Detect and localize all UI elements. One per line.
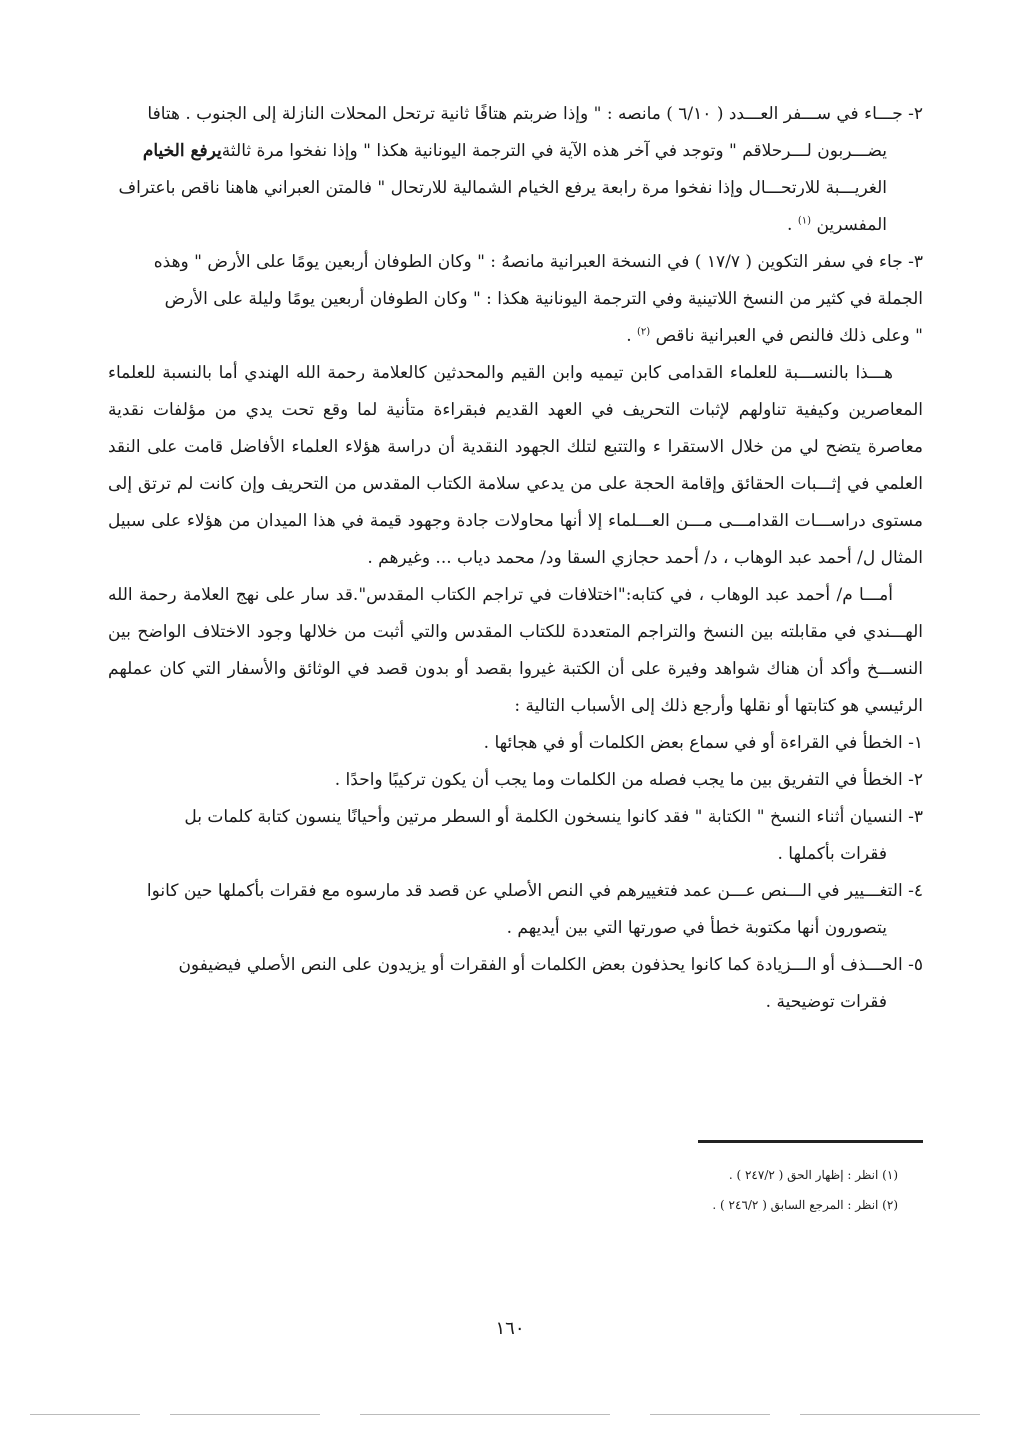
- cause-item: [108, 947, 923, 1021]
- scan-edge-line: [170, 1414, 320, 1415]
- paragraph-scholars: هـــذا بالنســـبة للعلماء القدامى كابن تيميه وابن القيم والمحدثين كالعلامة رحمة الله الهندي أما بالنسبة للعلماء المعاصرين وكيفية تناولهم لإثبات التحريف في العهد القديم فبقراءة متأنية لما وقع تحت يدي من مؤلفات نقدية معاصرة يتضح لي من خلال الاستقرا ء والتتبع لتلك الجهود النقدية أن دراسة هؤلاء العلماء الأفاضل قامت على النقد العلمي في إثـــبات الحقائق وإقامة الحجة على من يدعي سلامة الكتاب المقدس من التحريف وإن كانت لم ترتق إلى مستوى دراســـات القدامـــى مـــن العـــلماء إلا أنها محاولات جادة وجهود قيمة في هذا الميدان من هؤلاء على سبيل المثال ل/ أحمد عبد الوهاب ، د/ أحمد حجازي السقا ود/ محمد دياب ... وغيرهم .: [108, 363, 923, 568]
- item2-line-2: يضـــربون لـــرحلاقم " وتوجد في آخر هذه الآية في الترجمة اليونانية هكذا " وإذا نفخوا مرة ثالثة: [221, 141, 887, 161]
- item3-line-3: " وعلى ذلك فالنص في العبرانية ناقص: [655, 326, 923, 346]
- item3-line-2: الجملة في كثير من النسخ اللاتينية وفي الترجمة اليونانية هكذا : " وكان الطوفان أربعين يومًا وليلة على الأرض: [164, 289, 923, 309]
- scan-edge-line: [800, 1414, 980, 1415]
- cause-3-text: ٣- النسيان أثناء النسخ " الكتابة " فقد كانوا ينسخون الكلمة أو السطر مرتين وأحيانًا ينسون كتابة كلمات بل: [184, 807, 923, 827]
- cause-item: [108, 799, 923, 873]
- item2-bold-fragment: يرفع الخيام: [142, 141, 222, 161]
- cause-5-text: ٥- الحـــذف أو الـــزيادة كما كانوا يحذفون بعض الكلمات أو الفقرات أو يزيدون على النص الأصلي فيضيفون: [178, 955, 923, 975]
- footnote-ref-2: (٢): [637, 326, 651, 338]
- footnote-2: (٢) انظر : المرجع السابق ( ٢٤٦/٢ ) .: [712, 1198, 898, 1212]
- cause-2-text: ٢- الخطأ في التفريق بين ما يجب فصله من الكلمات وما يجب أن يكون تركيبًا واحدًا .: [334, 770, 923, 790]
- item2-line-1: ٢- جـــاء في ســـفر العـــدد ( ٦/١٠ ) مانصه : " وإذا ضربتم هتافًا ثانية ترتحل المحلات النازلة إلى الجنوب . هتافا: [147, 104, 923, 124]
- cause-item: [108, 762, 923, 799]
- cause-item: [108, 725, 923, 762]
- page-number: ١٦٠: [495, 1318, 525, 1339]
- item3-end: .: [626, 326, 632, 346]
- item2-end: .: [787, 215, 793, 235]
- item3-line-1: ٣- جاء في سفر التكوين ( ١٧/٧ ) في النسخة العبرانية مانصهُ : " وكان الطوفان أربعين يومًا على الأرض " وهذه: [153, 252, 923, 272]
- cause-1-text: ١- الخطأ في القراءة أو في سماع بعض الكلمات أو في هجائها .: [483, 733, 923, 753]
- cause-3-cont: فقرات بأكملها .: [777, 844, 887, 864]
- quote-item-3: [108, 244, 923, 355]
- cause-item: [108, 873, 923, 947]
- item2-line-3: الغريـــبة للارتحـــال وإذا نفخوا مرة رابعة يرفع الخيام الشمالية للارتحال " فالمتن العبراني هاهنا ناقص باعتراف: [118, 178, 887, 198]
- footnote-ref-1: (١): [797, 215, 812, 227]
- paragraph-ahmed-abdelwahab: أمـــا م/ أحمد عبد الوهاب ، في كتابه:"اختلافات في تراجم الكتاب المقدس".قد سار على نهج العلامة رحمة الله الهـــندي في مقابلته بين النسخ والتراجم المتعددة للكتاب المقدس والتي أثبت من خلالها وجود الاختلاف الواضح بين النســـخ وأكد أن هناك شواهد وفيرة على أن الكتبة غيروا بقصد أو بدون قصد في الوثائق والأسفار التي كان عملهم الرئيسي هو كتابتها أو نقلها وأرجع ذلك إلى الأسباب التالية :: [108, 585, 923, 716]
- page-body: [108, 96, 923, 1021]
- footnote-divider: [698, 1140, 923, 1143]
- cause-4-cont: يتصورون أنها مكتوبة خطأ في صورتها التي بين أيديهم .: [506, 918, 887, 938]
- scan-edge-line: [30, 1414, 140, 1415]
- footnotes: [400, 1160, 898, 1220]
- causes-list: [108, 725, 923, 1021]
- scan-edge-line: [360, 1414, 610, 1415]
- scan-edge-line: [650, 1414, 770, 1415]
- cause-4-text: ٤- التغـــيير في الـــنص عـــن عمد فتغييرهم في النص الأصلي عن قصد قد مارسوه مع فقرات بأكملها حين كانوا: [146, 881, 923, 901]
- footnote-1: (١) انظر : إظهار الحق ( ٢٤٧/٢ ) .: [728, 1168, 898, 1182]
- quote-item-2: [108, 96, 923, 244]
- cause-5-cont: فقرات توضيحية .: [765, 992, 887, 1012]
- item2-line-4: المفسرين: [816, 215, 887, 235]
